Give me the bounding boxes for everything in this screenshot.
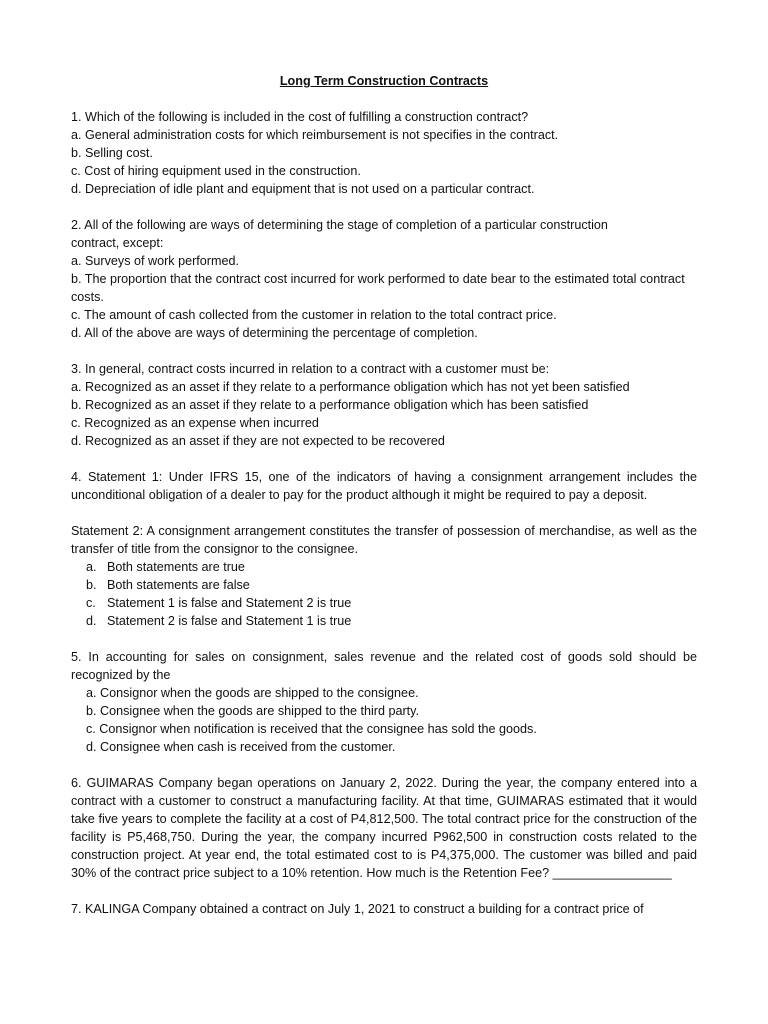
option-text: Both statements are true [107, 560, 245, 574]
option-letter: c. [86, 596, 96, 610]
question-5-stem: 5. In accounting for sales on consignment, sales revenue and the related cost of goods sold should be recognized by the [71, 650, 697, 682]
question-3-option-d: d. Recognized as an asset if they are not expected to be recovered [71, 434, 445, 448]
document-title: Long Term Construction Contracts [279, 74, 489, 88]
question-1-stem: 1. Which of the following is included in the cost of fulfilling a construction contract? [71, 110, 529, 124]
question-2 [71, 216, 697, 342]
question-2-option-b: b. The proportion that the contract cost incurred for work performed to date bear to the estimated total contract costs. [71, 272, 685, 304]
option-letter: d. [86, 614, 97, 628]
question-6: 6. GUIMARAS Company began operations on January 2, 2022. During the year, the company entered into a contract with a customer to construct a manufacturing facility. At that time, GUIMARAS estimated that it would take five years to complete the facility at a cost of P4,812,500. The total contract price for the construction of the facility is P5,468,750. During the year, the company incurred P962,500 in construction costs related to the construction project. At year end, the total estimated cost to is P4,375,000. The customer was billed and paid 30% of the contract price subject to a 10% retention. How much is the Retention Fee? _________________ [71, 776, 697, 880]
option-letter: b. [86, 578, 97, 592]
question-5-option-c: c. Consignor when notification is received that the consignee has sold the goods. [86, 722, 537, 736]
question-5 [71, 648, 697, 756]
question-2-option-c: c. The amount of cash collected from the customer in relation to the total contract price. [71, 308, 557, 322]
question-1-option-a: a. General administration costs for which reimbursement is not specifies in the contract. [71, 128, 559, 142]
question-3-option-a: a. Recognized as an asset if they relate to a performance obligation which has not yet been satisfied [71, 380, 630, 394]
document-page [71, 72, 697, 918]
question-5-options [71, 684, 697, 756]
question-4-option-a [71, 558, 697, 576]
question-3-stem: 3. In general, contract costs incurred in relation to a contract with a customer must be: [71, 362, 550, 376]
question-7: 7. KALINGA Company obtained a contract on July 1, 2021 to construct a building for a contract price of [71, 902, 644, 916]
question-1-option-d: d. Depreciation of idle plant and equipment that is not used on a particular contract. [71, 182, 535, 196]
question-4-part-2 [71, 522, 697, 630]
question-3 [71, 360, 697, 450]
question-2-option-a: a. Surveys of work performed. [71, 254, 239, 268]
question-3-option-c: c. Recognized as an expense when incurred [71, 416, 319, 430]
option-text: Both statements are false [107, 578, 250, 592]
option-text: Statement 1 is false and Statement 2 is true [107, 596, 352, 610]
question-5-option-d: d. Consignee when cash is received from the customer. [86, 740, 396, 754]
question-4-statement-2: Statement 2: A consignment arrangement constitutes the transfer of possession of merchandise, as well as the transfer of title from the consignor to the consignee. [71, 524, 697, 556]
question-1-option-b: b. Selling cost. [71, 146, 153, 160]
question-1 [71, 108, 697, 198]
question-3-option-b: b. Recognized as an asset if they relate to a performance obligation which has been satisfied [71, 398, 589, 412]
question-4-statement-1: 4. Statement 1: Under IFRS 15, one of the indicators of having a consignment arrangement includes the unconditional obligation of a dealer to pay for the product although it might be required to pay a deposit. [71, 470, 697, 502]
option-text: Statement 2 is false and Statement 1 is true [107, 614, 352, 628]
question-4-option-b [71, 576, 697, 594]
question-5-option-b: b. Consignee when the goods are shipped to the third party. [86, 704, 420, 718]
question-2-stem: 2. All of the following are ways of determining the stage of completion of a particular construction contract, except: [71, 218, 608, 250]
question-2-option-d: d. All of the above are ways of determining the percentage of completion. [71, 326, 478, 340]
option-letter: a. [86, 560, 97, 574]
question-1-option-c: c. Cost of hiring equipment used in the construction. [71, 164, 361, 178]
question-5-option-a: a. Consignor when the goods are shipped to the consignee. [86, 686, 419, 700]
question-4-option-d [71, 612, 697, 630]
question-4-option-c [71, 594, 697, 612]
